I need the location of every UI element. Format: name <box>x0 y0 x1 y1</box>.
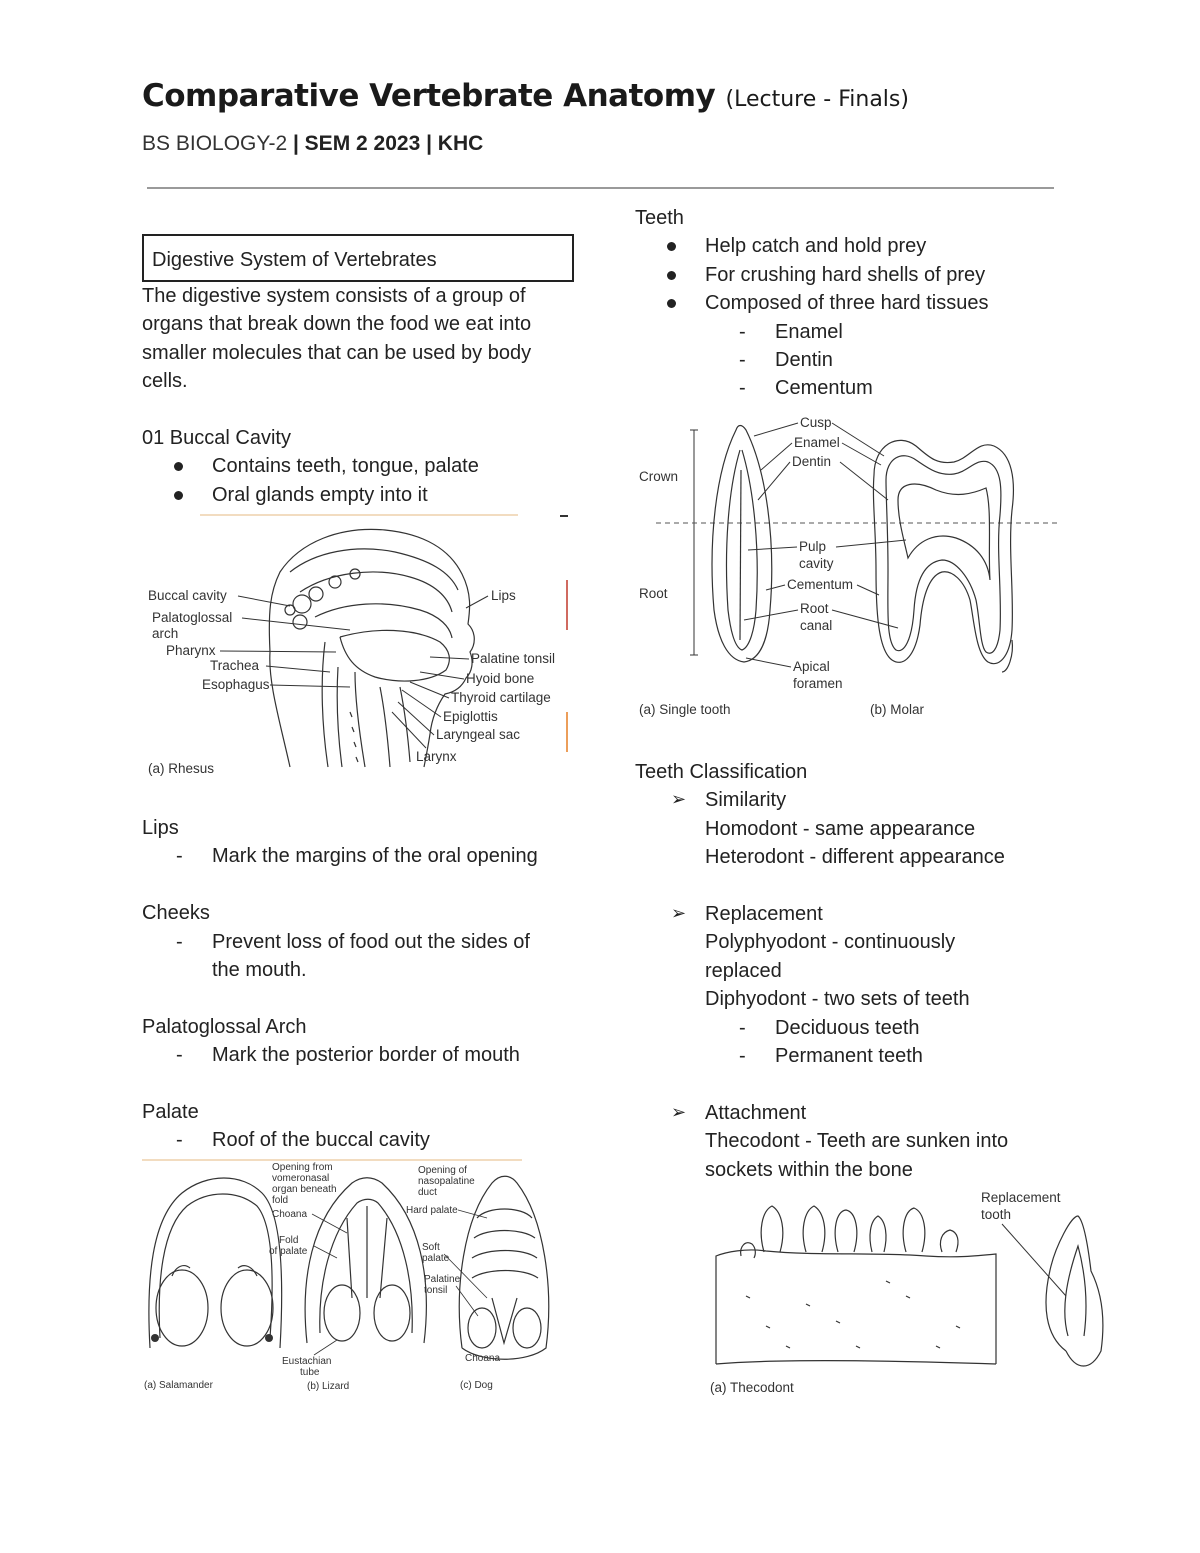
left-mouth-parts <box>142 814 582 1155</box>
label-tooth: tooth <box>981 1207 1012 1222</box>
replacement-sub-item: - Deciduous teeth <box>635 1014 1075 1042</box>
bullet-item: Contains teeth, tongue, palate <box>142 452 582 480</box>
bullet-item: For crushing hard shells of prey <box>635 261 1075 289</box>
label-root: Root <box>639 586 668 601</box>
label-opening-from: Opening from <box>272 1162 333 1173</box>
bullet-item: Help catch and hold prey <box>635 232 1075 260</box>
classification-line: Homodont - same appearance <box>705 817 976 840</box>
caption-salamander: (a) Salamander <box>144 1380 213 1391</box>
label-opening-of: Opening of <box>418 1165 467 1176</box>
label-organ-beneath: organ beneath <box>272 1184 337 1195</box>
label-choana-dog: Choana <box>465 1353 501 1364</box>
teeth-heading: Teeth <box>635 207 684 229</box>
palatoglossal-heading: Palatoglossal Arch <box>142 1015 307 1038</box>
label-root-canal-1: Root <box>800 601 829 616</box>
caption-single-tooth: (a) Single tooth <box>639 702 731 717</box>
tissue-item: - Dentin <box>635 346 1075 374</box>
label-lips: Lips <box>491 588 516 603</box>
thecodont-figure <box>706 1186 1136 1398</box>
label-crown: Crown <box>639 469 679 484</box>
label-larynx: Larynx <box>416 749 457 764</box>
classification-line: Thecodont - Teeth are sunken into <box>705 1130 1009 1153</box>
classification-line: Polyphyodont - continuously <box>705 931 956 954</box>
label-duct: duct <box>418 1187 437 1198</box>
course-meta <box>142 132 483 156</box>
title-suffix: (Lecture - Finals) <box>725 87 909 112</box>
section-heading-box: Digestive System of Vertebrates <box>142 234 574 282</box>
label-pulp-cavity: cavity <box>799 556 834 571</box>
classification-line: replaced <box>705 959 782 982</box>
label-hyoid-bone: Hyoid bone <box>466 671 535 686</box>
arrow-item-replacement: ➢ Replacement <box>635 900 1075 928</box>
intro-line: organs that break down the food we eat into <box>142 313 532 336</box>
intro-line: The digestive system consists of a group of <box>142 285 526 307</box>
title-main: Comparative Vertebrate Anatomy <box>142 78 716 114</box>
label-pharynx: Pharynx <box>166 643 216 658</box>
label-palatine-tonsil: Palatine tonsil <box>471 651 556 666</box>
label-apical: Apical <box>793 659 830 674</box>
label-hard-palate: Hard palate <box>406 1205 458 1216</box>
label-dentin: Dentin <box>792 454 832 469</box>
dash-item-cont: the mouth. <box>212 959 307 982</box>
caption-rhesus: (a) Rhesus <box>148 761 215 776</box>
arrow-item-attachment: ➢ Attachment <box>635 1099 1075 1127</box>
label-enamel: Enamel <box>794 435 840 450</box>
lips-heading: Lips <box>142 817 179 839</box>
replacement-sub-item: - Permanent teeth <box>635 1042 1075 1070</box>
classification-line: Heterodont - different appearance <box>705 846 1005 869</box>
label-foramen: foramen <box>793 676 843 691</box>
label-pulp: Pulp <box>799 539 827 554</box>
right-teeth <box>635 204 1075 403</box>
label-esophagus: Esophagus <box>202 677 270 692</box>
tissue-item: - Enamel <box>635 318 1075 346</box>
intro-line: cells. <box>142 370 188 393</box>
tissue-item: - Cementum <box>635 374 1075 402</box>
dash-item: - Prevent loss of food out the sides of <box>142 928 582 956</box>
classification-line: Diphyodont - two sets of teeth <box>705 988 970 1011</box>
label-eustachian: Eustachian <box>282 1356 332 1367</box>
caption-lizard: (b) Lizard <box>307 1381 350 1392</box>
label-laryngeal-sac: Laryngeal sac <box>436 727 521 742</box>
label-trachea: Trachea <box>210 658 260 673</box>
label-cusp: Cusp <box>800 415 832 430</box>
bullet-item: Oral glands empty into it <box>142 481 582 509</box>
buccal-heading: 01 Buccal Cavity <box>142 427 291 450</box>
classification-line: sockets within the bone <box>705 1158 913 1181</box>
label-nasopalatine: nasopalatine <box>418 1176 475 1187</box>
label-epiglottis: Epiglottis <box>443 709 498 724</box>
label-fold-palate-2: of palate <box>269 1246 308 1257</box>
left-intro <box>142 282 582 509</box>
caption-dog: (c) Dog <box>460 1380 493 1391</box>
arrow-item-similarity: ➢ Similarity <box>635 786 1075 814</box>
intro-line: smaller molecules that can be used by body <box>142 341 532 364</box>
label-thyroid-cartilage: Thyroid cartilage <box>451 690 551 705</box>
rhesus-head-figure <box>140 512 572 780</box>
cheeks-heading: Cheeks <box>142 902 210 925</box>
label-fold: fold <box>272 1195 289 1206</box>
label-soft: Soft <box>422 1242 440 1253</box>
dash-item: - Roof of the buccal cavity <box>142 1126 582 1154</box>
label-tube: tube <box>300 1367 320 1378</box>
palate-comparison-figure <box>142 1158 572 1396</box>
bullet-item: Composed of three hard tissues <box>635 289 1075 317</box>
caption-molar: (b) Molar <box>870 702 925 717</box>
label-fold-palate-1: Fold <box>279 1235 299 1246</box>
label-palatoglossal: Palatoglossal <box>152 610 233 625</box>
label-buccal-cavity: Buccal cavity <box>148 588 227 603</box>
meta-details: | SEM 2 2023 | KHC <box>292 132 484 155</box>
page-title <box>142 78 909 114</box>
label-arch: arch <box>152 626 179 641</box>
label-vomeronasal: vomeronasal <box>272 1173 330 1184</box>
label-choana-lizard: Choana <box>272 1209 308 1220</box>
palate-heading: Palate <box>142 1101 199 1124</box>
caption-thecodont: (a) Thecodont <box>710 1380 794 1395</box>
dash-item: - Mark the margins of the oral opening <box>142 842 582 870</box>
header-divider <box>147 187 1054 189</box>
label-palate: palate <box>422 1253 450 1264</box>
classification-heading: Teeth Classification <box>635 761 808 783</box>
label-root-canal-2: canal <box>800 618 833 633</box>
meta-program: BS BIOLOGY-2 <box>142 132 288 155</box>
right-classification <box>635 758 1075 1184</box>
label-replacement: Replacement <box>981 1190 1061 1205</box>
label-palatine: Palatine <box>424 1274 461 1285</box>
label-cementum: Cementum <box>787 577 854 592</box>
tooth-structure-figure <box>636 410 1066 722</box>
label-tonsil: tonsil <box>424 1285 448 1296</box>
dash-item: - Mark the posterior border of mouth <box>142 1041 582 1069</box>
